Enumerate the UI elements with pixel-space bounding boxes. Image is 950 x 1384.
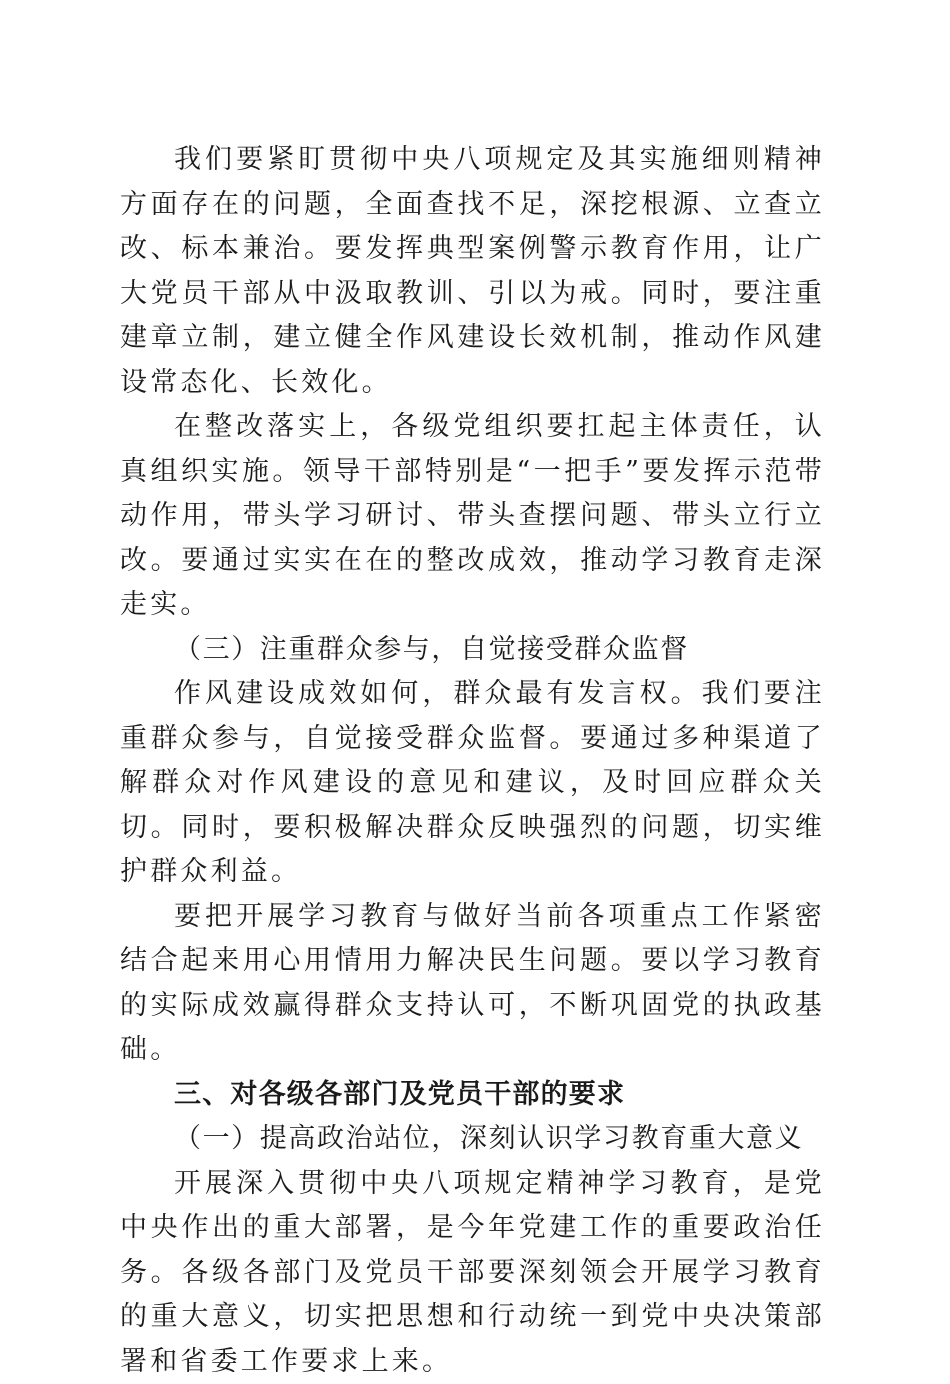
- paragraph-rectification-focus: 我们要紧盯贯彻中央八项规定及其实施细则精神方面存在的问题，全面查找不足，深挖根源、立查立改、标本兼治。要发挥典型案例警示教育作用，让广大党员干部从中汲取教训、引以为戒。同时，要注重建章立制，建立健全作风建设长效机制，推动作风建设常态化、长效化。: [120, 138, 825, 405]
- paragraph-significance: 开展深入贯彻中央八项规定精神学习教育，是党中央作出的重大部署，是今年党建工作的重要政治任务。各级各部门及党员干部要深刻领会开展学习教育的重大意义，切实把思想和行动统一到党中央决策部署和省委工作要求上来。: [120, 1162, 825, 1384]
- document-body: [120, 138, 825, 1384]
- paragraph-implementation: 在整改落实上，各级党组织要扛起主体责任，认真组织实施。领导干部特别是“一把手”要发挥示范带动作用，带头学习研讨、带头查摆问题、带头立行立改。要通过实实在在的整改成效，推动学习教育走深走实。: [120, 405, 825, 628]
- subheading-mass-participation: （三）注重群众参与，自觉接受群众监督: [120, 628, 825, 673]
- section-heading-requirements: 三、对各级各部门及党员干部的要求: [120, 1073, 825, 1118]
- subheading-political-stance: （一）提高政治站位，深刻认识学习教育重大意义: [120, 1117, 825, 1162]
- paragraph-mass-supervision: 作风建设成效如何，群众最有发言权。我们要注重群众参与，自觉接受群众监督。要通过多种渠道了解群众对作风建设的意见和建议，及时回应群众关切。同时，要积极解决群众反映强烈的问题，切实维护群众利益。: [120, 672, 825, 895]
- paragraph-combine-work: 要把开展学习教育与做好当前各项重点工作紧密结合起来用心用情用力解决民生问题。要以学习教育的实际成效赢得群众支持认可，不断巩固党的执政基础。: [120, 895, 825, 1073]
